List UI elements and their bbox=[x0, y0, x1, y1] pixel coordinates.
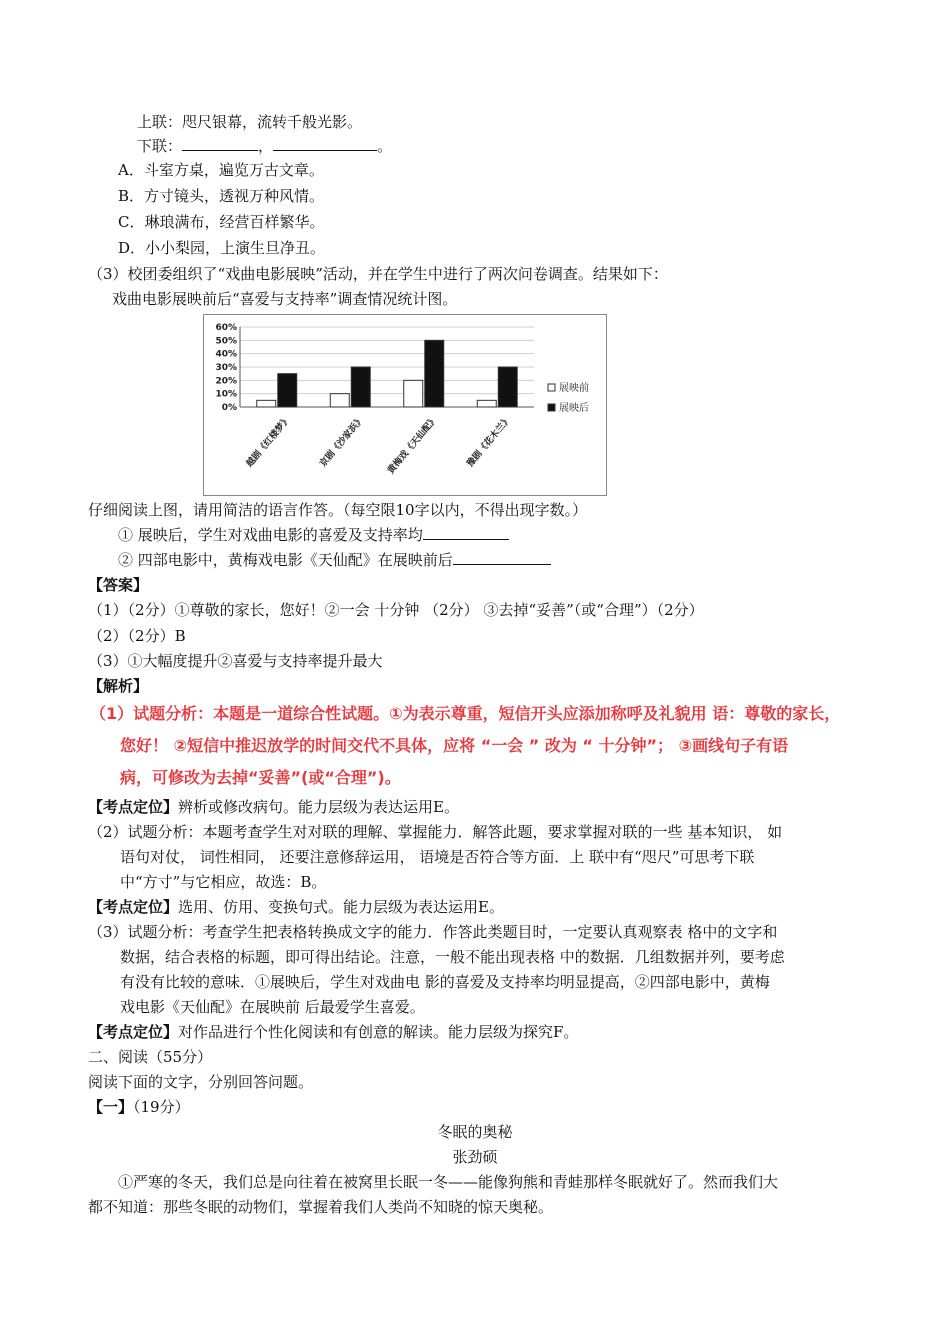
analysis-heading: 【解析】 bbox=[88, 677, 149, 695]
analysis-3-line3: 有没有比较的意味．①展映后，学生对戏曲电 影的喜爱及支持率均明显提高，②四部电影中，黄梅 bbox=[120, 973, 770, 991]
option-c: C．琳琅满布，经营百样繁华。 bbox=[118, 213, 325, 231]
couplet-lower-end: 。 bbox=[377, 137, 393, 155]
keypoint-1 bbox=[88, 797, 459, 817]
answer-blank bbox=[273, 136, 377, 151]
analysis-3-line4: 戏电影《天仙配》在展映前 后最爱学生喜爱。 bbox=[120, 998, 425, 1016]
analysis-3-line1: （3）试题分析：考查学生把表格转换成文字的能力．作答此类题目时，一定要认真观察表 格中的文字和 bbox=[88, 923, 778, 941]
bar-after bbox=[278, 374, 297, 407]
option-b: B．方寸镜头，透视万种风情。 bbox=[118, 187, 325, 205]
answer-heading: 【答案】 bbox=[88, 576, 149, 594]
q3-item1 bbox=[118, 525, 509, 545]
analysis-2-line2: 语句对仗， 词性相同， 还要注意修辞运用， 语境是否符合等方面．上 联中有“咫尺”可思考下联 bbox=[120, 848, 755, 866]
y-tick-label: 10% bbox=[215, 389, 237, 400]
answer-blank bbox=[453, 550, 551, 565]
answer-2: （2）（2分）B bbox=[88, 627, 186, 645]
bar-before bbox=[330, 394, 349, 407]
answer-blank bbox=[423, 525, 509, 540]
article-paragraph-1-line1: ①严寒的冬天，我们总是向往着在被窝里长眠一冬——能像狗熊和青蛙那样冬眠就好了。然而我们大 bbox=[118, 1173, 779, 1191]
option-d: D．小小梨园，上演生旦净丑。 bbox=[118, 239, 326, 257]
x-tick-label: 黄梅戏《天仙配》 bbox=[386, 414, 441, 477]
analysis-3-line2: 数据，结合表格的标题，即可得出结论。注意，一般不能出现表格 中的数据．几组数据并列，要考虑 bbox=[120, 948, 785, 966]
legend-swatch bbox=[548, 404, 555, 411]
bar-chart bbox=[203, 314, 607, 496]
reading-section-heading: 二、阅读（55分） bbox=[88, 1048, 213, 1066]
chart-caption: 戏曲电影展映前后“喜爱与支持率”调查情况统计图。 bbox=[112, 290, 458, 308]
bar-before bbox=[477, 400, 496, 407]
analysis-red-1: （1）试题分析：本题是一道综合性试题。①为表示尊重，短信开头应添加称呼及礼貌用 语：尊敬的家长， bbox=[90, 704, 841, 723]
chart-canvas bbox=[204, 315, 606, 495]
answer-1: （1）（2分）①尊敬的家长，您好！②一会 十分钟 （2分） ③去掉“妥善”（或“合理”）（2分） bbox=[88, 601, 704, 619]
keypoint-text: 对作品进行个性化阅读和有创意的解读。能力层级为探究F。 bbox=[178, 1023, 579, 1041]
article-title: 冬眠的奥秘 bbox=[437, 1123, 513, 1141]
answer-3: （3）①大幅度提升②喜爱与支持率提升最大 bbox=[88, 652, 383, 670]
q3-instruction: 仔细阅读上图，请用简洁的语言作答。（每空限10字以内，不得出现字数。） bbox=[88, 501, 588, 519]
legend-swatch bbox=[548, 384, 555, 391]
analysis-red-3: 病，可修改为去掉“妥善”(或“合理”)。 bbox=[120, 768, 401, 787]
keypoint-text: 选用、仿用、变换句式。能力层级为表达运用E。 bbox=[178, 898, 504, 916]
reading-part-one bbox=[88, 1097, 190, 1117]
analysis-2-line3: 中“方寸”与它相应，故选：B。 bbox=[120, 873, 327, 891]
part-label: 【一】 bbox=[88, 1098, 134, 1116]
analysis-2-line1: （2）试题分析：本题考查学生对对联的理解、掌握能力．解答此题，要求掌握对联的一些 基本知识， 如 bbox=[88, 823, 783, 841]
couplet-lower-comma: ， bbox=[258, 137, 274, 155]
x-tick-label: 京剧《沙家浜》 bbox=[318, 414, 367, 470]
reading-instruction: 阅读下面的文字，分别回答问题。 bbox=[88, 1073, 314, 1091]
keypoint-label: 【考点定位】 bbox=[88, 898, 179, 916]
bar-before bbox=[257, 400, 276, 407]
x-tick-label: 豫剧《花木兰》 bbox=[465, 414, 514, 470]
y-tick-label: 40% bbox=[215, 349, 237, 360]
keypoint-label: 【考点定位】 bbox=[88, 798, 179, 816]
part-score: （19分） bbox=[133, 1098, 190, 1116]
legend-label: 展映后 bbox=[559, 403, 589, 414]
q3-intro: （3）校团委组织了“戏曲电影展映”活动，并在学生中进行了两次问卷调查。结果如下： bbox=[88, 265, 668, 283]
bar-before bbox=[404, 380, 423, 407]
keypoint-2 bbox=[88, 897, 504, 917]
article-paragraph-1-line2: 都不知道：那些冬眠的动物们，掌握着我们人类尚不知晓的惊天奥秘。 bbox=[88, 1198, 554, 1216]
bar-after bbox=[425, 340, 444, 407]
couplet-lower bbox=[137, 136, 392, 156]
y-tick-label: 0% bbox=[221, 403, 237, 413]
q3-item2 bbox=[118, 550, 551, 570]
bar-after bbox=[498, 367, 517, 407]
couplet-lower-prefix: 下联： bbox=[137, 137, 183, 155]
option-a: A．斗室方桌，遍览万古文章。 bbox=[118, 161, 324, 179]
answer-blank bbox=[182, 136, 258, 151]
article-author: 张劲硕 bbox=[452, 1148, 498, 1166]
keypoint-3 bbox=[88, 1022, 578, 1042]
keypoint-label: 【考点定位】 bbox=[88, 1023, 179, 1041]
q3-item2-text: ② 四部电影中，黄梅戏电影《天仙配》在展映前后 bbox=[118, 551, 453, 569]
y-tick-label: 30% bbox=[215, 363, 237, 373]
q3-item1-text: ① 展映后，学生对戏曲电影的喜爱及支持率均 bbox=[118, 526, 423, 544]
bar-after bbox=[351, 367, 370, 407]
analysis-red-2: 您好！ ②短信中推迟放学的时间交代不具体，应将 “一会 ” 改为 “ 十分钟”； ③画线句子有语 bbox=[120, 736, 789, 755]
keypoint-text: 辨析或修改病句。能力层级为表达运用E。 bbox=[178, 798, 459, 816]
y-tick-label: 60% bbox=[215, 323, 237, 333]
y-tick-label: 50% bbox=[215, 336, 237, 347]
y-tick-label: 20% bbox=[215, 376, 237, 387]
legend-label: 展映前 bbox=[559, 383, 589, 394]
x-tick-label: 越剧《红楼梦》 bbox=[244, 414, 294, 470]
couplet-upper: 上联：咫尺银幕，流转千般光影。 bbox=[137, 113, 363, 131]
